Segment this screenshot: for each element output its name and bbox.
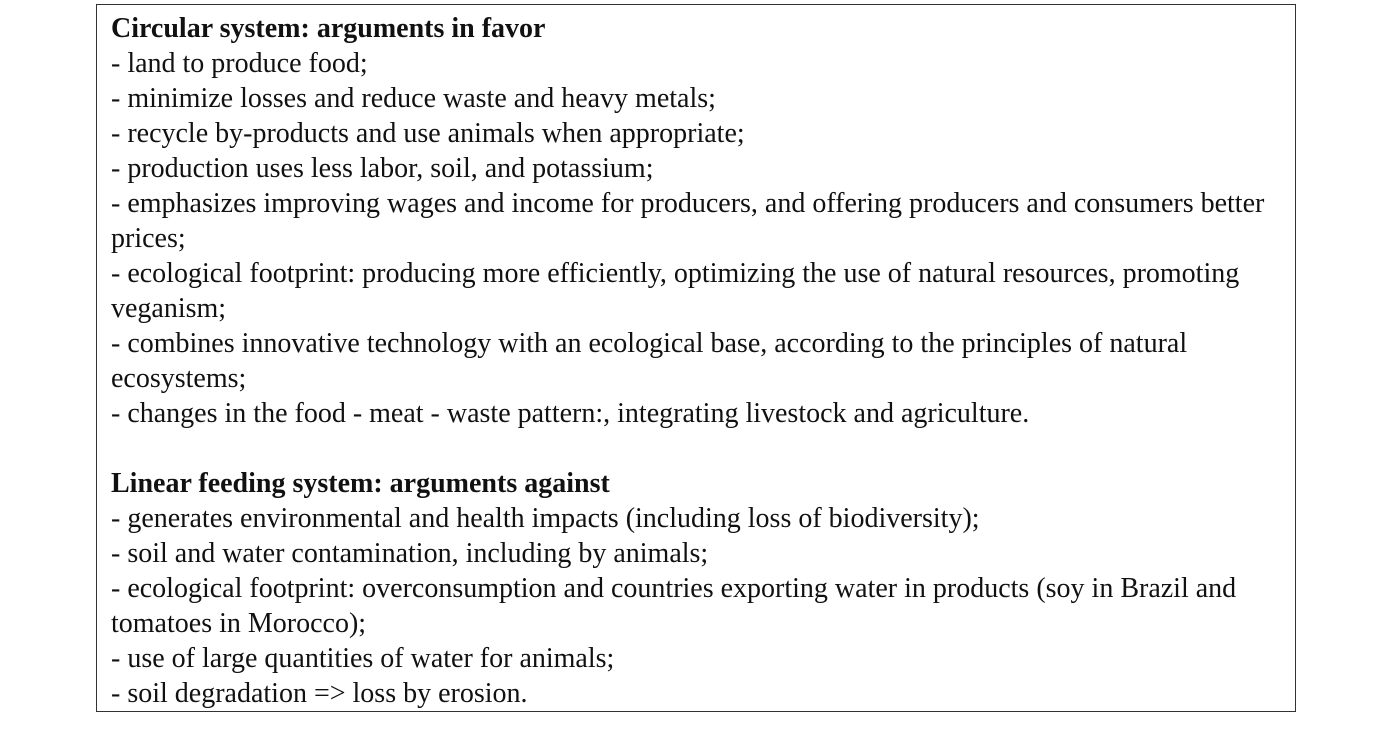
linear-item-2: - soil and water contamination, including by animals;	[111, 538, 709, 569]
circular-item-6: - ecological footprint: producing more efficiently, optimizing the use of natural resources, promoting veganism;	[111, 258, 1240, 324]
section-spacer	[111, 431, 1285, 466]
circular-item-5: - emphasizes improving wages and income for producers, and offering producers and consumers better prices;	[111, 188, 1265, 254]
linear-item-3: - ecological footprint: overconsumption and countries exporting water in products (soy in Brazil and tomatoes in Morocco);	[111, 573, 1237, 639]
circular-item-4: - production uses less labor, soil, and potassium;	[111, 153, 654, 184]
linear-item-5: - soil degradation => loss by erosion.	[111, 678, 528, 709]
circular-item-3: - recycle by-products and use animals when appropriate;	[111, 118, 745, 149]
circular-item-2: - minimize losses and reduce waste and heavy metals;	[111, 83, 716, 114]
circular-item-8: - changes in the food - meat - waste pattern:, integrating livestock and agriculture.	[111, 398, 1030, 429]
linear-item-4: - use of large quantities of water for animals;	[111, 643, 615, 674]
circular-item-1: - land to produce food;	[111, 48, 368, 79]
circular-system-heading: Circular system: arguments in favor	[111, 13, 546, 44]
text-box	[96, 4, 1296, 712]
circular-item-7: - combines innovative technology with an ecological base, according to the principles of natural ecosystems;	[111, 328, 1188, 394]
linear-system-heading: Linear feeding system: arguments against	[111, 468, 610, 499]
linear-item-1: - generates environmental and health impacts (including loss of biodiversity);	[111, 503, 980, 534]
